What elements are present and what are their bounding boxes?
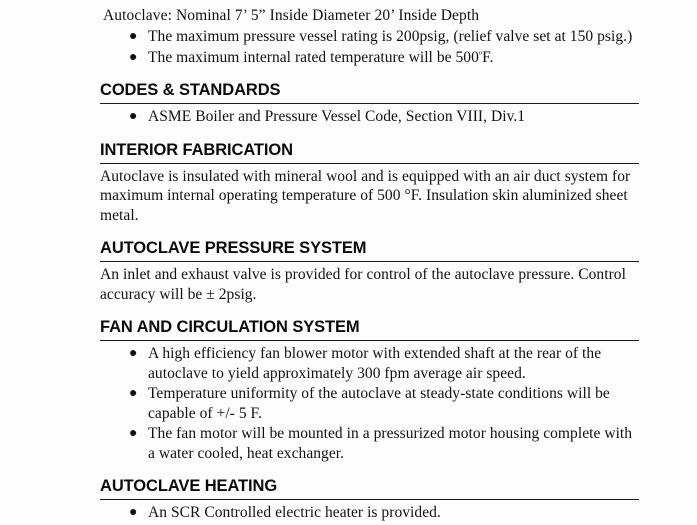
section-paragraph-interior-fabrication: Autoclave is insulated with mineral wool and is equipped with an air duct system for maximum internal operating temperature of 500 °F. Insulation skin aluminized sheet metal. (100, 167, 631, 224)
bullet-icon: ● (129, 49, 138, 65)
section-bullet-list-autoclave-heating (100, 503, 639, 523)
section-heading-rule-autoclave-heating (100, 476, 639, 500)
bullet-icon: ● (129, 109, 138, 124)
list-item (100, 107, 639, 127)
list-item-text: A high efficiency fan blower motor with extended shaft at the rear of the autoclave to yield approximately 300 fpm average air speed. (148, 345, 602, 382)
degree-symbol: º (478, 49, 483, 61)
bullet-icon: ● (129, 505, 138, 520)
list-item-text: Temperature uniformity of the autoclave at steady-state conditions will be capable of +/- 5 F. (148, 385, 610, 422)
list-item-text: The fan motor will be mounted in a pressurized motor housing complete with a water cooled, heat exchanger. (148, 425, 633, 462)
list-item-text: The maximum pressure vessel rating is 200psig, (relief valve set at 150 psig.) (148, 28, 633, 45)
list-item (100, 503, 639, 523)
list-item (100, 384, 639, 423)
list-item (100, 48, 639, 68)
list-item-text: ASME Boiler and Pressure Vessel Code, Section VIII, Div.1 (148, 108, 526, 125)
page-title: CODES & STANDARDS (100, 81, 281, 99)
list-item (100, 27, 639, 47)
bullet-icon: ● (129, 426, 138, 441)
section-heading-rule-codes-standards (100, 80, 639, 104)
bullet-icon: ● (129, 346, 138, 361)
intro-bullet-list (100, 27, 639, 67)
section-bullet-list-codes-standards (100, 107, 639, 127)
section-title-autoclave-pressure-system: AUTOCLAVE PRESSURE SYSTEM (100, 239, 367, 257)
section-heading-rule-interior-fabrication (100, 140, 639, 164)
section-bullet-list-fan-and-circulation-system (100, 344, 639, 463)
bullet-icon: ● (129, 386, 138, 401)
section-title-interior-fabrication: INTERIOR FABRICATION (100, 140, 293, 159)
list-item-text: An SCR Controlled electric heater is provided. (148, 504, 441, 521)
list-item-text: The maximum internal rated temperature will be $500^ºF$. (148, 48, 494, 66)
section-heading-rule-fan-and-circulation-system (100, 317, 639, 341)
intro-line: Autoclave: Nominal 7’ 5” Inside Diameter 20’ Inside Depth (103, 7, 480, 24)
section-title-autoclave-heating: AUTOCLAVE HEATING (100, 477, 278, 495)
bullet-icon: ● (129, 29, 138, 44)
list-item (100, 344, 639, 383)
section-paragraph-autoclave-pressure-system: An inlet and exhaust valve is provided for control of the autoclave pressure. Control accuracy will be ± 2psig. (100, 266, 626, 303)
section-title-fan-and-circulation-system: FAN AND CIRCULATION SYSTEM (100, 318, 360, 336)
list-item (100, 424, 639, 463)
section-heading-rule-autoclave-pressure-system (100, 238, 639, 262)
